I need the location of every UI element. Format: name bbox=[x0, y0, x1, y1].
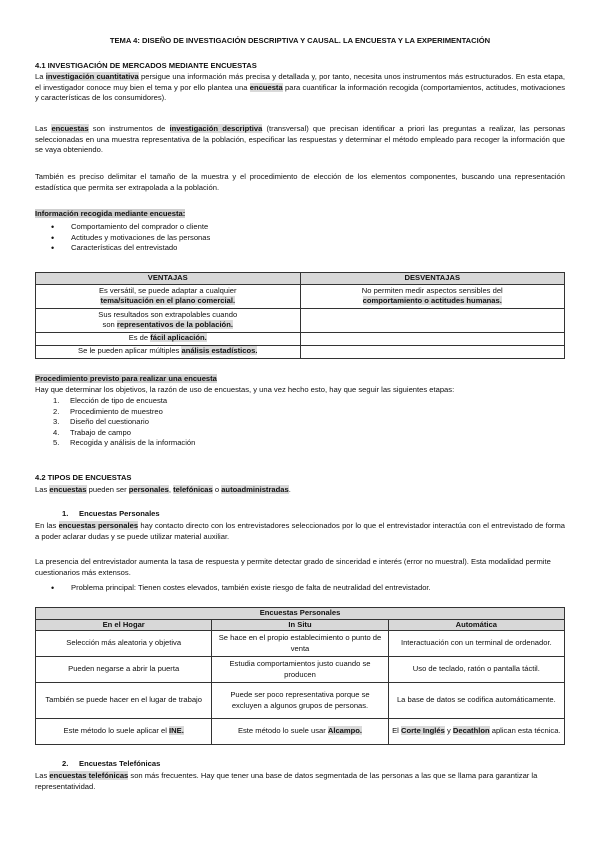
table-title: Encuestas Personales bbox=[36, 608, 565, 620]
procedure-heading: Procedimiento previsto para realizar una encuesta bbox=[35, 374, 217, 383]
table-row bbox=[36, 308, 565, 332]
list-item: 5. Recogida y análisis de la información bbox=[53, 438, 196, 448]
table-row bbox=[36, 657, 565, 683]
problem-list bbox=[35, 583, 565, 594]
procedure-intro: Hay que determinar los objetivos, la razón de uso de encuestas, y una vez hecho esto, hay que seguir las siguientes etapas: bbox=[35, 385, 455, 394]
table-cell: El Corte Inglés y Decathlon aplican esta técnica. bbox=[388, 719, 564, 745]
table-cell: Pueden negarse a abrir la puerta bbox=[36, 657, 212, 683]
list-item: 3. Diseño del cuestionario bbox=[53, 417, 149, 427]
table-cell bbox=[300, 308, 565, 332]
table-cell bbox=[300, 345, 565, 358]
table-cell: Interactuación con un terminal de ordenador. bbox=[388, 631, 564, 657]
table-cell: No permiten medir aspectos sensibles del comportamiento o actitudes humanas. bbox=[300, 284, 565, 308]
table-cell: Puede ser poco representativa porque se excluyen a algunos grupos de personas. bbox=[212, 683, 388, 719]
table-cell: Selección más aleatoria y objetiva bbox=[36, 631, 212, 657]
table-header: DESVENTAJAS bbox=[300, 273, 565, 285]
table-cell: Es versátil, se puede adaptar a cualquier tema/situación en el plano comercial. bbox=[36, 284, 301, 308]
table-cell: La base de datos se codifica automáticamente. bbox=[388, 683, 564, 719]
personal-surveys-table bbox=[35, 607, 565, 745]
table-header: En el Hogar bbox=[36, 619, 212, 631]
list-item: • Actitudes y motivaciones de las personas bbox=[35, 233, 565, 244]
procedure-steps bbox=[35, 396, 565, 449]
section-4-2-heading: 4.2 TIPOS DE ENCUESTAS bbox=[35, 473, 132, 482]
list-item: 4. Trabajo de campo bbox=[53, 427, 131, 437]
subsection-phone-heading: 2. Encuestas Telefónicas bbox=[62, 759, 161, 768]
table-row bbox=[36, 332, 565, 345]
table-cell: También se puede hacer en el lugar de trabajo bbox=[36, 683, 212, 719]
table-cell: Sus resultados son extrapolables cuando son representativos de la población. bbox=[36, 308, 301, 332]
paragraph-personal: En las encuestas personales hay contacto directo con los entrevistadores seleccionados por lo que el entrevistador interactúa con el entrevistado de forma a poder aclarar dudas y se puede utilizar material auxiliar. bbox=[35, 521, 565, 541]
table-cell: Se le pueden aplicar múltiples análisis estadísticos. bbox=[36, 345, 301, 358]
paragraph-quantitative: La investigación cuantitativa persigue una información más precisa y detallada y, por tanto, necesita unos instrumentos más estructurados. En esta etapa, el investigador conoce muy bien el tema y por ello plantea una encuesta para cuantificar la información recogida (comportamientos, actitudes, motivaciones y características de los consumidores). bbox=[35, 72, 566, 103]
table-row bbox=[36, 284, 565, 308]
subsection-personal-heading: 1. Encuestas Personales bbox=[62, 509, 160, 518]
paragraph-surveys: Las encuestas son instrumentos de investigación descriptiva (transversal) que precisan identificar a priori las preguntas a realizar, las personas seleccionadas en una muestra representativa de la población, especificar las respuestas y determinar el método empleado para recoger la información que se vaya obteniendo. bbox=[35, 124, 565, 155]
table-header: VENTAJAS bbox=[36, 273, 301, 285]
paragraph-sample: También es preciso delimitar el tamaño de la muestra y el procedimiento de elección de los elementos componentes, buscando una representación estadística que permita ser extrapolada a la población. bbox=[35, 172, 565, 192]
table-row bbox=[36, 683, 565, 719]
table-cell: Estudia comportamientos justo cuando se producen bbox=[212, 657, 388, 683]
table-cell: Uso de teclado, ratón o pantalla táctil. bbox=[388, 657, 564, 683]
info-list bbox=[35, 222, 565, 254]
table-cell: Es de fácil aplicación. bbox=[36, 332, 301, 345]
list-item: • Problema principal: Tienen costes elevados, también existe riesgo de falta de neutralidad del entrevistador. bbox=[35, 583, 565, 594]
table-row bbox=[36, 719, 565, 745]
list-item: 1. Elección de tipo de encuesta bbox=[53, 396, 168, 405]
advantages-table bbox=[35, 272, 565, 359]
table-cell: Este método lo suele usar Alcampo. bbox=[212, 719, 388, 745]
table-header: In Situ bbox=[212, 619, 388, 631]
info-heading: Información recogida mediante encuesta: bbox=[35, 209, 186, 218]
table-cell: Este método lo suele aplicar el INE. bbox=[36, 719, 212, 745]
document-title: TEMA 4: DISEÑO DE INVESTIGACIÓN DESCRIPTIVA Y CAUSAL. LA ENCUESTA Y LA EXPERIMENTACIÓN bbox=[109, 36, 491, 45]
paragraph-presence: La presencia del entrevistador aumenta la tasa de respuesta y permite detectar grado de sinceridad e interés (error no muestral). Esta modalidad permite cuestionarios más extensos. bbox=[35, 557, 551, 577]
list-item: 2. Procedimiento de muestreo bbox=[53, 406, 163, 416]
list-item: • Características del entrevistado bbox=[35, 243, 565, 254]
paragraph-phone: Las encuestas telefónicas son más frecuentes. Hay que tener una base de datos segmentada de las personas a las que se llama para garantizar la representatividad. bbox=[35, 771, 538, 791]
list-item: • Comportamiento del comprador o cliente bbox=[35, 222, 565, 233]
types-intro: Las encuestas pueden ser personales, telefónicas o autoadministradas. bbox=[35, 485, 291, 494]
table-cell: Se hace en el propio establecimiento o punto de venta bbox=[212, 631, 388, 657]
table-header: Automática bbox=[388, 619, 564, 631]
table-cell bbox=[300, 332, 565, 345]
table-row bbox=[36, 631, 565, 657]
section-4-1-heading: 4.1 INVESTIGACIÓN DE MERCADOS MEDIANTE ENCUESTAS bbox=[35, 61, 257, 70]
table-row bbox=[36, 345, 565, 358]
